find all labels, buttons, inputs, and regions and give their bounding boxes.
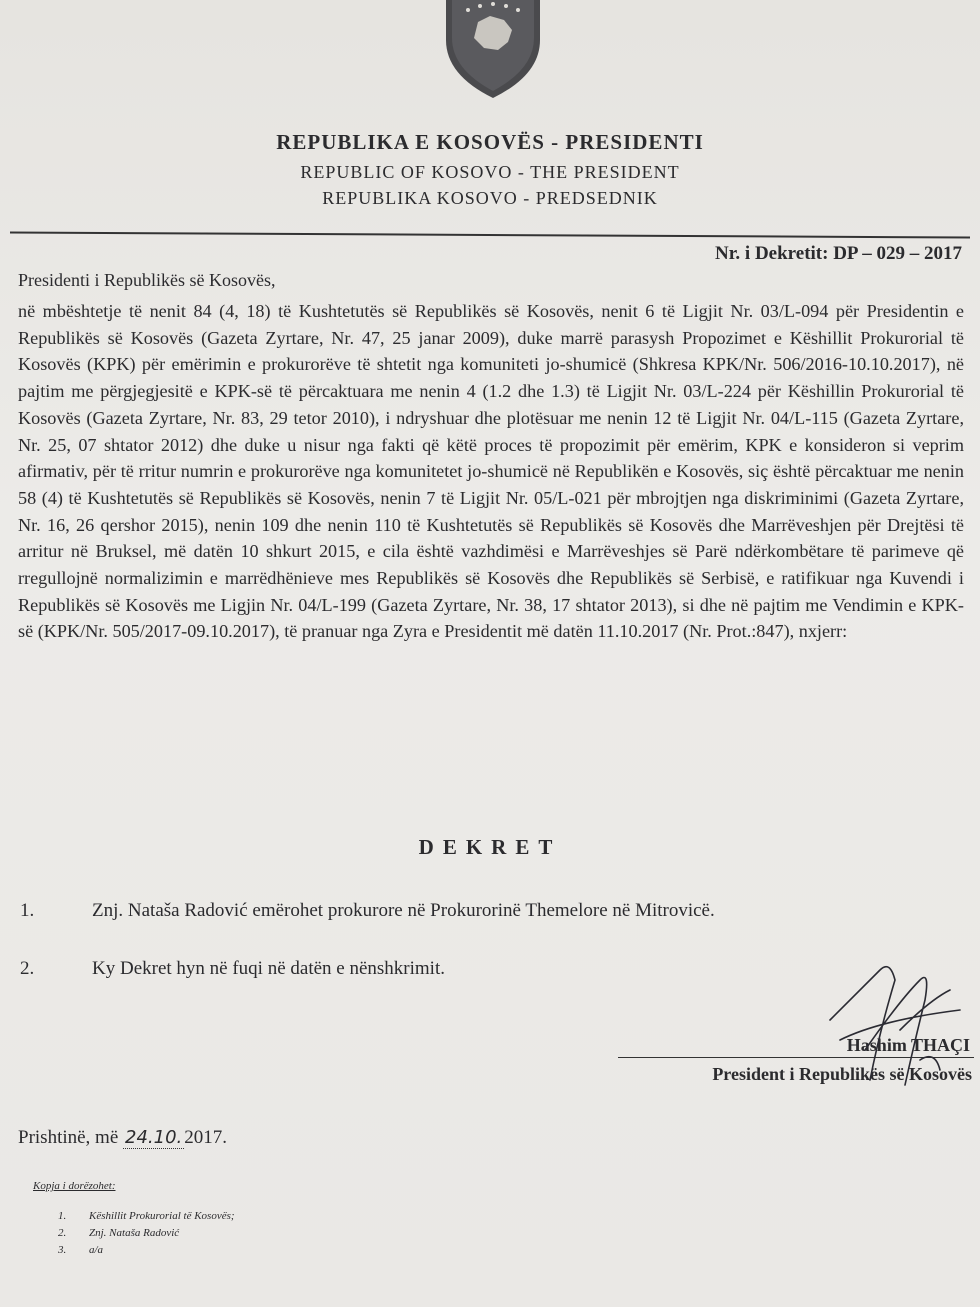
copy-to-title: Kopja i dorëzohet: <box>33 1180 116 1192</box>
signatory-title: President i Republikës së Kosovës <box>712 1064 972 1084</box>
place-and-date <box>18 1127 227 1149</box>
decree-item-number: 1. <box>20 900 35 921</box>
decree-number: Nr. i Dekretit: DP – 029 – 2017 <box>715 243 962 264</box>
header-divider <box>10 231 970 238</box>
decree-item-text: Ky Dekret hyn në fuqi në datën e nënshkrimit. <box>92 958 445 979</box>
signatory-name: Hashim THAÇI <box>846 1035 970 1055</box>
decree-item-number: 2. <box>20 958 35 979</box>
kosovo-coat-of-arms-icon <box>438 0 548 100</box>
handwritten-date: 24.10. <box>125 1127 183 1148</box>
list-item-number: 1. <box>58 1210 67 1222</box>
list-item-text: a/a <box>89 1244 104 1256</box>
dekret-heading: DEKRET <box>418 835 562 859</box>
header-title-english: REPUBLIC OF KOSOVO - THE PRESIDENT <box>300 162 680 182</box>
list-item-text: Znj. Nataša Radović <box>89 1227 180 1239</box>
header-title-serbian: REPUBLIKA KOSOVO - PREDSEDNIK <box>322 188 658 208</box>
header-title-albanian: REPUBLIKA E KOSOVËS - PRESIDENTI <box>276 130 704 154</box>
place-prefix: Prishtinë, më <box>18 1127 119 1148</box>
list-item-number: 2. <box>58 1227 67 1239</box>
handwritten-signature <box>820 960 970 1090</box>
decree-preamble: në mbështetje të nenit 84 (4, 18) të Kushtetutës së Republikës së Kosovës, nenit 6 të Ligjit Nr. 03/L-094 për Presidentin e Republikës së Kosovës (Gazeta Zyrtare, Nr. 47, 25 janar 2009), duke marrë parasysh Propozimet e Këshillit Prokurorial të Kosovës (KPK) për emërimin e prokurorëve të shtetit nga komuniteti jo-shumicë (Shkresa KPK/Nr. 506/2016-10.10.2017), në pajtim me përgjegjesitë e KPK-së të përcaktuara me nenin 4 (1.2 dhe 1.3) të Ligjit Nr. 03/L-224 për Këshillin Prokurorial të Kosovës (Gazeta Zyrtare, Nr. 83, 29 tetor 2010), i ndryshuar dhe plotësuar me nenin 12 të Ligjit Nr. 04/L-115 (Gazeta Zyrtare, Nr. 25, 07 shtator 2012) dhe duke u nisur nga fakti që këtë proces të propozimit për emërim, KPK e konsideron si veprim afirmativ, për të rritur numrin e prokurorëve nga komunitetet jo-shumicë në Republikën e Kosovës, siç është përcaktuar me nenin 58 (4) të Kushtetutës së Republikës së Kosovës, nenin 7 të Ligjit Nr. 05/L-021 për mbrojtjen nga diskriminimi (Gazeta Zyrtare, Nr. 16, 26 qershor 2015), nenin 109 dhe nenin 110 të Kushtetutës së Republikës së Kosovës dhe Marrëveshjen për Drejtësi të arritur në Bruksel, më datën 10 shkurt 2015, e cila është vazhdimësi e Marrëveshjes së Parë ndërkombëtare të parimeve që rregullojnë normalizimin e marrëdhënieve mes Republikës së Kosovës dhe Republikës së Serbisë, e ratifikuar nga Kuvendi i Republikës së Kosovës me Ligjin Nr. 04/L-199 (Gazeta Zyrtare, Nr. 38, 17 shtator 2013), si dhe në pajtim me Vendimin e KPK-së (KPK/Nr. 505/2017-09.10.2017), të pranuar nga Zyra e Presidentit më datën 11.10.2017 (Nr. Prot.:847), nxjerr: <box>18 301 964 642</box>
intro-line: Presidenti i Republikës së Kosovës, <box>18 270 276 290</box>
list-item-number: 3. <box>58 1244 67 1256</box>
list-item-text: Këshillit Prokurorial të Kosovës; <box>89 1210 235 1222</box>
decree-item-text: Znj. Nataša Radović emërohet prokurore në Prokurorinë Themelore në Mitrovicë. <box>92 900 715 921</box>
date-year: 2017. <box>184 1127 228 1148</box>
